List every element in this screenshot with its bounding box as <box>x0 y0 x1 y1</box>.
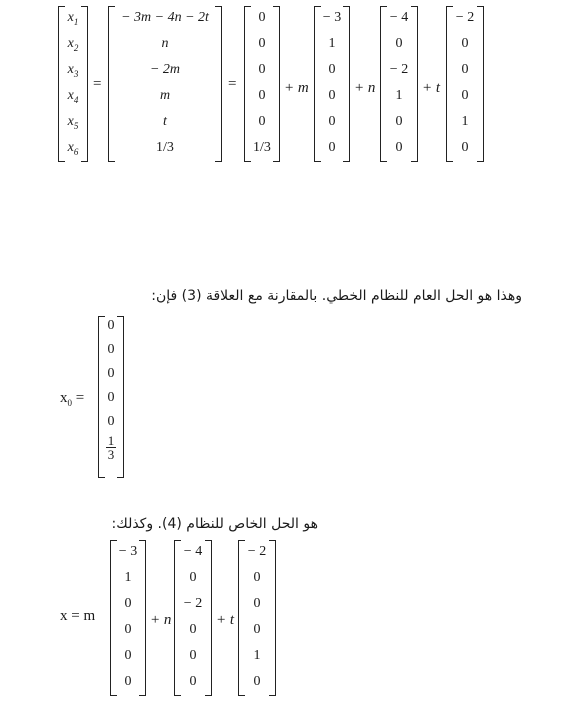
matrix-entry: 0 <box>258 62 266 77</box>
matrix-entry: 0 <box>258 114 266 129</box>
equals-sign: = <box>93 76 102 92</box>
x0-label: $x_0$ = <box>60 390 85 408</box>
matrix-entry: 0 <box>328 140 336 155</box>
matrix-entry: 0 <box>124 596 132 611</box>
matrix-entry: n <box>161 36 169 51</box>
matrix-entry: 0 <box>253 570 261 585</box>
matrix-entry: $x_3$ <box>67 62 79 79</box>
paragraph-general-solution: وهذا هو الحل العام للنظام الخطي. بالمقارنة مع العلاقة (3) فإن: <box>151 288 522 304</box>
plus-n-term: + n <box>354 80 376 96</box>
plus-t-term: + t <box>422 80 441 96</box>
matrix-entry: − 2 <box>389 62 409 77</box>
matrix-entry: 0 <box>461 88 469 103</box>
matrix-particular-vector <box>244 6 280 162</box>
matrix-entry: 0 <box>107 414 115 429</box>
matrix-entry: 0 <box>124 674 132 689</box>
matrix-entry: − 3 <box>118 544 138 559</box>
matrix-entry: 0 <box>253 674 261 689</box>
matrix-entry: m <box>159 88 171 103</box>
matrix-m-vector <box>314 6 350 162</box>
matrix-entry: 0 <box>189 570 197 585</box>
matrix-entry: 0 <box>328 114 336 129</box>
matrix-entry: 0 <box>107 342 115 357</box>
matrix-entry: 0 <box>253 622 261 637</box>
matrix-entry: 0 <box>328 62 336 77</box>
matrix-entry: − 3 <box>322 10 342 25</box>
matrix-entry: 1 <box>395 88 403 103</box>
plus-t-term: + t <box>216 612 235 628</box>
matrix-entry: 0 <box>395 114 403 129</box>
matrix-entry: 0 <box>189 674 197 689</box>
matrix-entry: 0 <box>253 596 261 611</box>
matrix-general-vector <box>108 6 222 162</box>
matrix-entry: 1 <box>328 36 336 51</box>
matrix-entry: − 3m − 4n − 2t <box>121 10 209 25</box>
matrix-entry: 1 <box>124 570 132 585</box>
matrix-entry: 1 <box>253 648 261 663</box>
matrix-entry-fraction: $\frac{1}{3}$ <box>107 433 115 462</box>
matrix-entry: − 2m <box>149 62 181 77</box>
equals-sign: = <box>228 76 237 92</box>
matrix-entry: − 4 <box>389 10 409 25</box>
matrix-x-vector <box>58 6 88 162</box>
matrix-t-vector <box>446 6 484 162</box>
matrix-n-vector <box>380 6 418 162</box>
matrix-entry: − 4 <box>183 544 203 559</box>
matrix-entry: 1/3 <box>253 140 271 155</box>
matrix-entry: − 2 <box>183 596 203 611</box>
matrix-entry: 0 <box>461 62 469 77</box>
matrix-entry: 0 <box>124 648 132 663</box>
matrix-n-vector-2 <box>174 540 212 696</box>
matrix-entry: 0 <box>189 622 197 637</box>
matrix-entry: $x_6$ <box>67 140 79 157</box>
paragraph-particular-solution: هو الحل الخاص للنظام (4). وكذلك: <box>111 516 318 532</box>
x-equals-m-label: x = m <box>60 608 96 624</box>
plus-n-term: + n <box>150 612 172 628</box>
matrix-entry: 0 <box>107 318 115 333</box>
matrix-entry: 0 <box>461 140 469 155</box>
matrix-entry: 0 <box>189 648 197 663</box>
matrix-entry: 1 <box>461 114 469 129</box>
matrix-entry: t <box>163 114 167 129</box>
matrix-m-vector-2 <box>110 540 146 696</box>
matrix-entry: − 2 <box>247 544 267 559</box>
plus-m-term: + m <box>284 80 309 96</box>
matrix-entry: 0 <box>258 10 266 25</box>
matrix-entry: $x_4$ <box>67 88 79 105</box>
matrix-entry: 0 <box>107 390 115 405</box>
matrix-entry: 0 <box>258 88 266 103</box>
matrix-entry: 0 <box>107 366 115 381</box>
matrix-entry: 0 <box>124 622 132 637</box>
matrix-entry: − 2 <box>455 10 475 25</box>
matrix-t-vector-2 <box>238 540 276 696</box>
matrix-entry: $x_2$ <box>67 36 79 53</box>
matrix-entry: 0 <box>395 36 403 51</box>
matrix-x0-vector <box>98 316 124 478</box>
matrix-entry: 0 <box>395 140 403 155</box>
matrix-entry: 1/3 <box>156 140 174 155</box>
matrix-entry: 0 <box>461 36 469 51</box>
matrix-entry: 0 <box>328 88 336 103</box>
matrix-entry: 0 <box>258 36 266 51</box>
matrix-entry: $x_1$ <box>67 10 79 27</box>
matrix-entry: $x_5$ <box>67 114 79 131</box>
